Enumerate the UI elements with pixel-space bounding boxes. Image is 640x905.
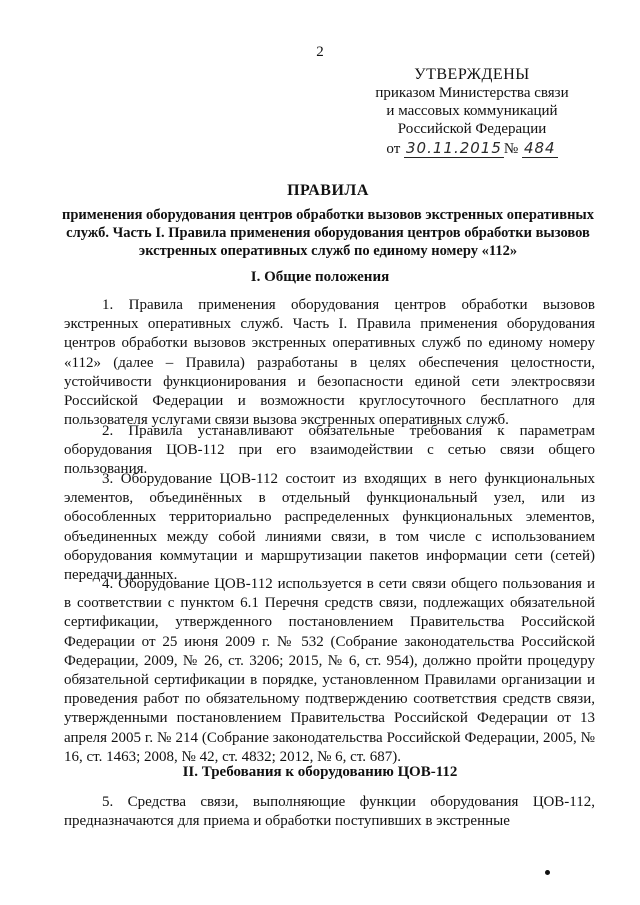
paragraph-4: 4. Оборудование ЦОВ-112 используется в сети связи общего пользования и в соответствии с пунктом 6.1 Перечня средств связи, подлежащих обязательной сертификации, утвержденного постановлением Правительства Российской Федерации от 25 июня 2009 г. № 532 (Собрание законодательства Российской Федерации, 2009, № 26, ст. 3206; 2015, № 6, ст. 954), должно пройти процедуру обязательной сертификации в порядке, установленном Правилами организации и проведения работ по обязательному подтверждению соответствия средств связи, утвержденными постановлением Правительства Российской Федерации от 13 апреля 2005 г. № 214 (Собрание законодательства Российской Федерации, 2005, № 16, ст. 1463; 2008, № 42, ст. 4832; 2012, № 6, ст. 687). bbox=[64, 576, 595, 765]
approval-line-3: Российской Федерации bbox=[397, 121, 547, 137]
approval-heading: УТВЕРЖДЕНЫ bbox=[414, 66, 530, 83]
paragraph-5: 5. Средства связи, выполняющие функции оборудования ЦОВ-112, предназначаются для приема и обработки поступивших в экстренные bbox=[64, 794, 595, 830]
handwritten-number: 484 bbox=[523, 139, 556, 157]
paragraph-2: 2. Правила устанавливают обязательные требования к параметрам оборудования ЦОВ-112 при его взаимодействии с сетью связи общего пользования. bbox=[64, 423, 595, 478]
section-2-heading: II. Требования к оборудованию ЦОВ-112 bbox=[182, 764, 458, 780]
margin-dot bbox=[545, 870, 550, 875]
paragraph-3: 3. Оборудование ЦОВ-112 состоит из входящих в него функциональных элементов, объединённых в отдельный функциональный узел, или из обособленных территориально распределенных функциональных элементов, объединенных между собой линиями связи, в том числе с использованием оборудования коммутации и маршрутизации пакетов информации сети (сетей) передачи данных. bbox=[64, 471, 595, 584]
approval-line-2: и массовых коммуникаций bbox=[386, 103, 558, 119]
approval-line-1: приказом Министерства связи bbox=[375, 85, 569, 101]
section-1-heading: I. Общие положения bbox=[250, 269, 390, 285]
handwritten-date: 30.11.2015 bbox=[406, 139, 502, 157]
document-title: ПРАВИЛА bbox=[287, 182, 369, 199]
paragraph-1: 1. Правила применения оборудования центров обработки вызовов экстренных оперативных служб. Часть I. Правила применения оборудования центров обработки вызовов экстренных оперативных служб по единому номеру «112» (далее – Правила) разработаны в целях обеспечения целостности, устойчивости функционирования и безопасности единой сети электросвязи Российской Федерации и возможности круглосуточного бесплатного для пользователя услугами связи вызова экстренных оперативных служб. bbox=[64, 297, 595, 429]
page-number: 2 bbox=[316, 44, 324, 60]
number-prefix: № bbox=[503, 141, 519, 157]
date-prefix: от bbox=[386, 141, 401, 157]
document-title-block bbox=[60, 182, 596, 260]
document-subtitle: применения оборудования центров обработки вызовов экстренных оперативных служб. Часть I. Правила применения оборудования центров обработки вызовов экстренных оперативных служб по единому номеру «112» bbox=[61, 207, 595, 259]
approval-date-line bbox=[352, 139, 592, 158]
approval-block bbox=[352, 66, 592, 158]
